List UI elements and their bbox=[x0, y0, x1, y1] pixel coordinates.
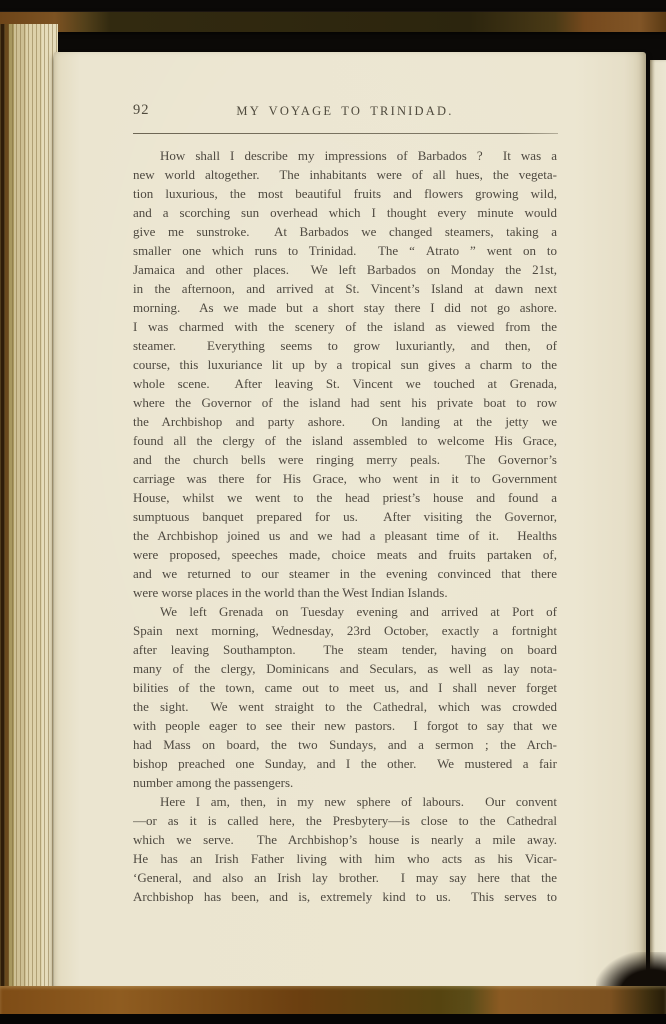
book-page bbox=[54, 52, 646, 990]
text-line: the Archbishop and party ashore. On landing at the jetty we bbox=[133, 414, 557, 429]
running-title: MY VOYAGE TO TRINIDAD. bbox=[236, 104, 454, 118]
page-header bbox=[133, 100, 557, 122]
facing-page-edge bbox=[650, 60, 666, 972]
text-line: morning. As we made but a short stay there I did not go ashore. bbox=[133, 300, 557, 315]
text-line: Here I am, then, in my new sphere of labours. Our convent bbox=[160, 794, 557, 809]
text-line: new world altogether. The inhabitants were of all hues, the vegeta- bbox=[133, 167, 557, 182]
text-line: whole scene. After leaving St. Vincent we touched at Grenada, bbox=[133, 376, 557, 391]
text-line: which we serve. The Archbishop’s house is nearly a mile away. bbox=[133, 832, 557, 847]
page-fore-edge-stack bbox=[0, 24, 58, 1002]
text-line: found all the clergy of the island assembled to welcome His Grace, bbox=[133, 433, 557, 448]
background-strip bbox=[0, 1014, 666, 1024]
text-line: ‘General, and also an Irish lay brother. I may say here that the bbox=[133, 870, 557, 885]
text-line: after leaving Southampton. The steam tender, having on board bbox=[133, 642, 557, 657]
text-line: and the church bells were ringing merry peals. The Governor’s bbox=[133, 452, 557, 467]
text-line: in the afternoon, and arrived at St. Vincent’s Island at dawn next bbox=[133, 281, 557, 296]
text-line: were proposed, speeches made, choice meats and fruits partaken of, bbox=[133, 547, 557, 562]
text-line: steamer. Everything seems to grow luxuriantly, and then, of bbox=[133, 338, 557, 353]
text-line: the sight. We went straight to the Cathedral, which was crowded bbox=[133, 699, 557, 714]
text-line: Jamaica and other places. We left Barbados on Monday the 21st, bbox=[133, 262, 557, 277]
text-line: number among the passengers. bbox=[133, 775, 294, 790]
text-line: where the Governor of the island had sent his private boat to row bbox=[133, 395, 557, 410]
page-text bbox=[133, 146, 557, 906]
text-line: sumptuous banquet prepared for us. After visiting the Governor, bbox=[133, 509, 557, 524]
text-line: House, whilst we went to the head priest’s house and found a bbox=[133, 490, 557, 505]
header-rule bbox=[133, 133, 558, 134]
text-line: bilities of the town, came out to meet us, and I shall never forget bbox=[133, 680, 557, 695]
text-line: with people eager to see their new pastors. I forgot to say that we bbox=[133, 718, 557, 733]
book-cover-top-edge bbox=[0, 11, 666, 32]
text-line: Spain next morning, Wednesday, 23rd October, exactly a fortnight bbox=[133, 623, 557, 638]
text-line: many of the clergy, Dominicans and Seculars, as well as lay nota- bbox=[133, 661, 557, 676]
text-line: course, this luxuriance lit up by a tropical sun gives a charm to the bbox=[133, 357, 557, 372]
text-line: had Mass on board, the two Sundays, and a sermon ; the Arch- bbox=[133, 737, 557, 752]
text-line: He has an Irish Father living with him who acts as his Vicar- bbox=[133, 851, 557, 866]
text-line: How shall I describe my impressions of Barbados ? It was a bbox=[160, 148, 557, 163]
text-line: and a scorching sun overhead which I thought every minute would bbox=[133, 205, 557, 220]
text-line: Archbishop has been, and is, extremely kind to us. This serves to bbox=[133, 889, 557, 904]
text-line: and we returned to our steamer in the evening convinced that there bbox=[133, 566, 557, 581]
text-line: tion luxurious, the most beautiful fruits and flowers growing wild, bbox=[133, 186, 557, 201]
text-line: carriage was there for His Grace, who went in it to Government bbox=[133, 471, 557, 486]
text-line: give me sunstroke. At Barbados we changed steamers, taking a bbox=[133, 224, 557, 239]
text-line: smaller one which runs to Trinidad. The “ Atrato ” went on to bbox=[133, 243, 557, 258]
text-line: were worse places in the world than the West Indian Islands. bbox=[133, 585, 448, 600]
text-line: We left Grenada on Tuesday evening and arrived at Port of bbox=[160, 604, 557, 619]
text-line: bishop preached one Sunday, and I the other. We mustered a fair bbox=[133, 756, 557, 771]
text-line: —or as it is called here, the Presbytery—is close to the Cathedral bbox=[133, 813, 557, 828]
text-line: the Archbishop joined us and we had a pleasant time of it. Healths bbox=[133, 528, 557, 543]
text-line: I was charmed with the scenery of the island as viewed from the bbox=[133, 319, 557, 334]
page-number: 92 bbox=[133, 102, 150, 118]
